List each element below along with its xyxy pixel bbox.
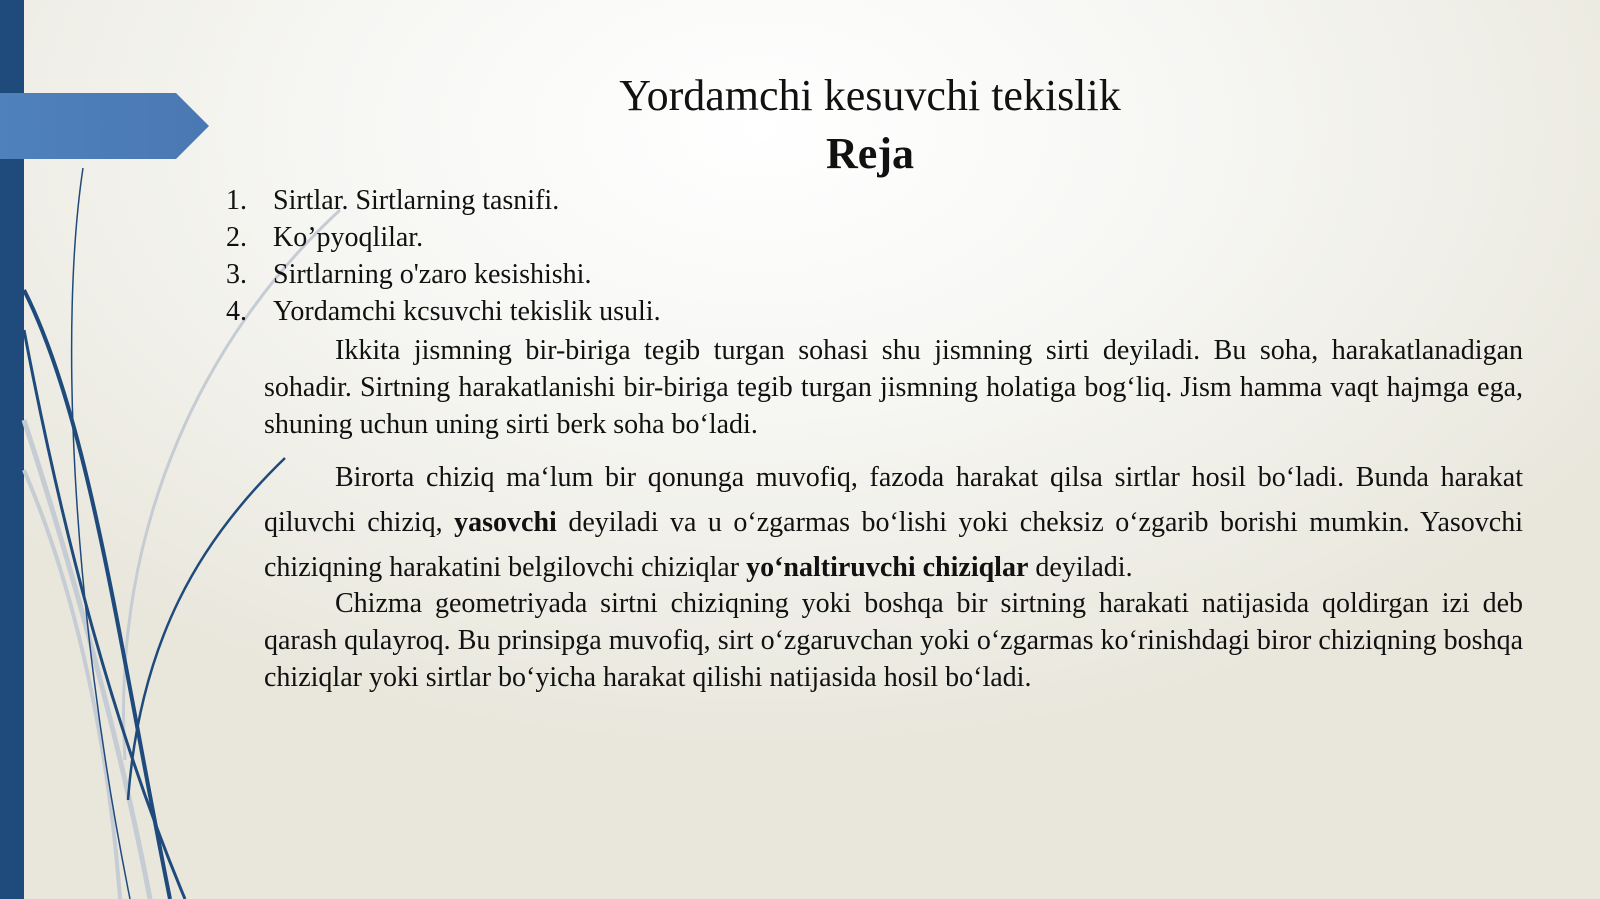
plan-item-number: 1.	[226, 185, 247, 216]
arrow-tab	[0, 93, 209, 159]
plan-item-number: 3.	[226, 259, 247, 290]
plan-item	[226, 293, 661, 330]
plan-item	[226, 182, 661, 219]
paragraph-descriptive-geometry: Chizma geometriyada sirtni chiziqning yoki boshqa bir sirtning harakati natijasida qoldirgan izi deb qarash qulayroq. Bu prinsipga muvofiq, sirt o‘zgaruvchan yoki o‘zgarmas ko‘rinishdagi biror chiziqning boshqa chiziqlar yoki sirtlar bo‘yicha harakat qilishi natijasida hosil bo‘ladi.	[264, 588, 1523, 693]
paragraph-text: deyiladi.	[1028, 552, 1133, 583]
paragraph-generatrix	[264, 455, 1523, 590]
term-generatrix: yasovchi	[454, 507, 557, 538]
deco-curve-light-2	[24, 470, 120, 899]
paragraph-text: Birorta chiziq ma‘lum bir qonunga muvofiq, fazoda harakat qilsa sirtlar hosil bo‘ladi. Bunda harakat qiluvchi chiziq,	[264, 462, 1523, 538]
paragraph-surfaces-definition: Ikkita jismning bir-biriga tegib turgan sohasi shu jismning sirti deyiladi. Bu soha, harakatlanadigan sohadir. Sirtning harakatlanishi bir-biriga tegib turgan jismning holatiga bog‘liq. Jism hamma vaqt hajmga ega, shuning uchun uning sirti berk soha bo‘ladi.	[264, 335, 1523, 440]
plan-item	[226, 219, 661, 256]
plan-item-number: 2.	[226, 222, 247, 253]
plan-list	[226, 182, 661, 330]
slide-title: Yordamchi kesuvchi tekislik	[619, 71, 1121, 120]
plan-item-number: 4.	[226, 296, 247, 327]
deco-curve-dark-2	[24, 330, 185, 899]
deco-curve-light-1	[24, 420, 150, 899]
plan-item-text: Sirtlar. Sirtlarning tasnifi.	[273, 185, 560, 216]
slide-subtitle: Reja	[826, 129, 914, 178]
paragraph-text: deyiladi va u o‘zgarmas bo‘lishi yoki cheksiz o‘zgarib borishi mumkin. Yasovchi chiziqning harakatini belgilovchi chiziqlar	[264, 507, 1523, 583]
term-directrix: yo‘naltiruvchi chiziqlar	[746, 552, 1029, 583]
plan-item-text: Yordamchi kcsuvchi tekislik usuli.	[273, 296, 661, 327]
plan-item-text: Ko’pyoqlilar.	[273, 222, 424, 253]
plan-item-text: Sirtlarning o'zaro kesishishi.	[273, 259, 592, 290]
plan-item	[226, 256, 661, 293]
